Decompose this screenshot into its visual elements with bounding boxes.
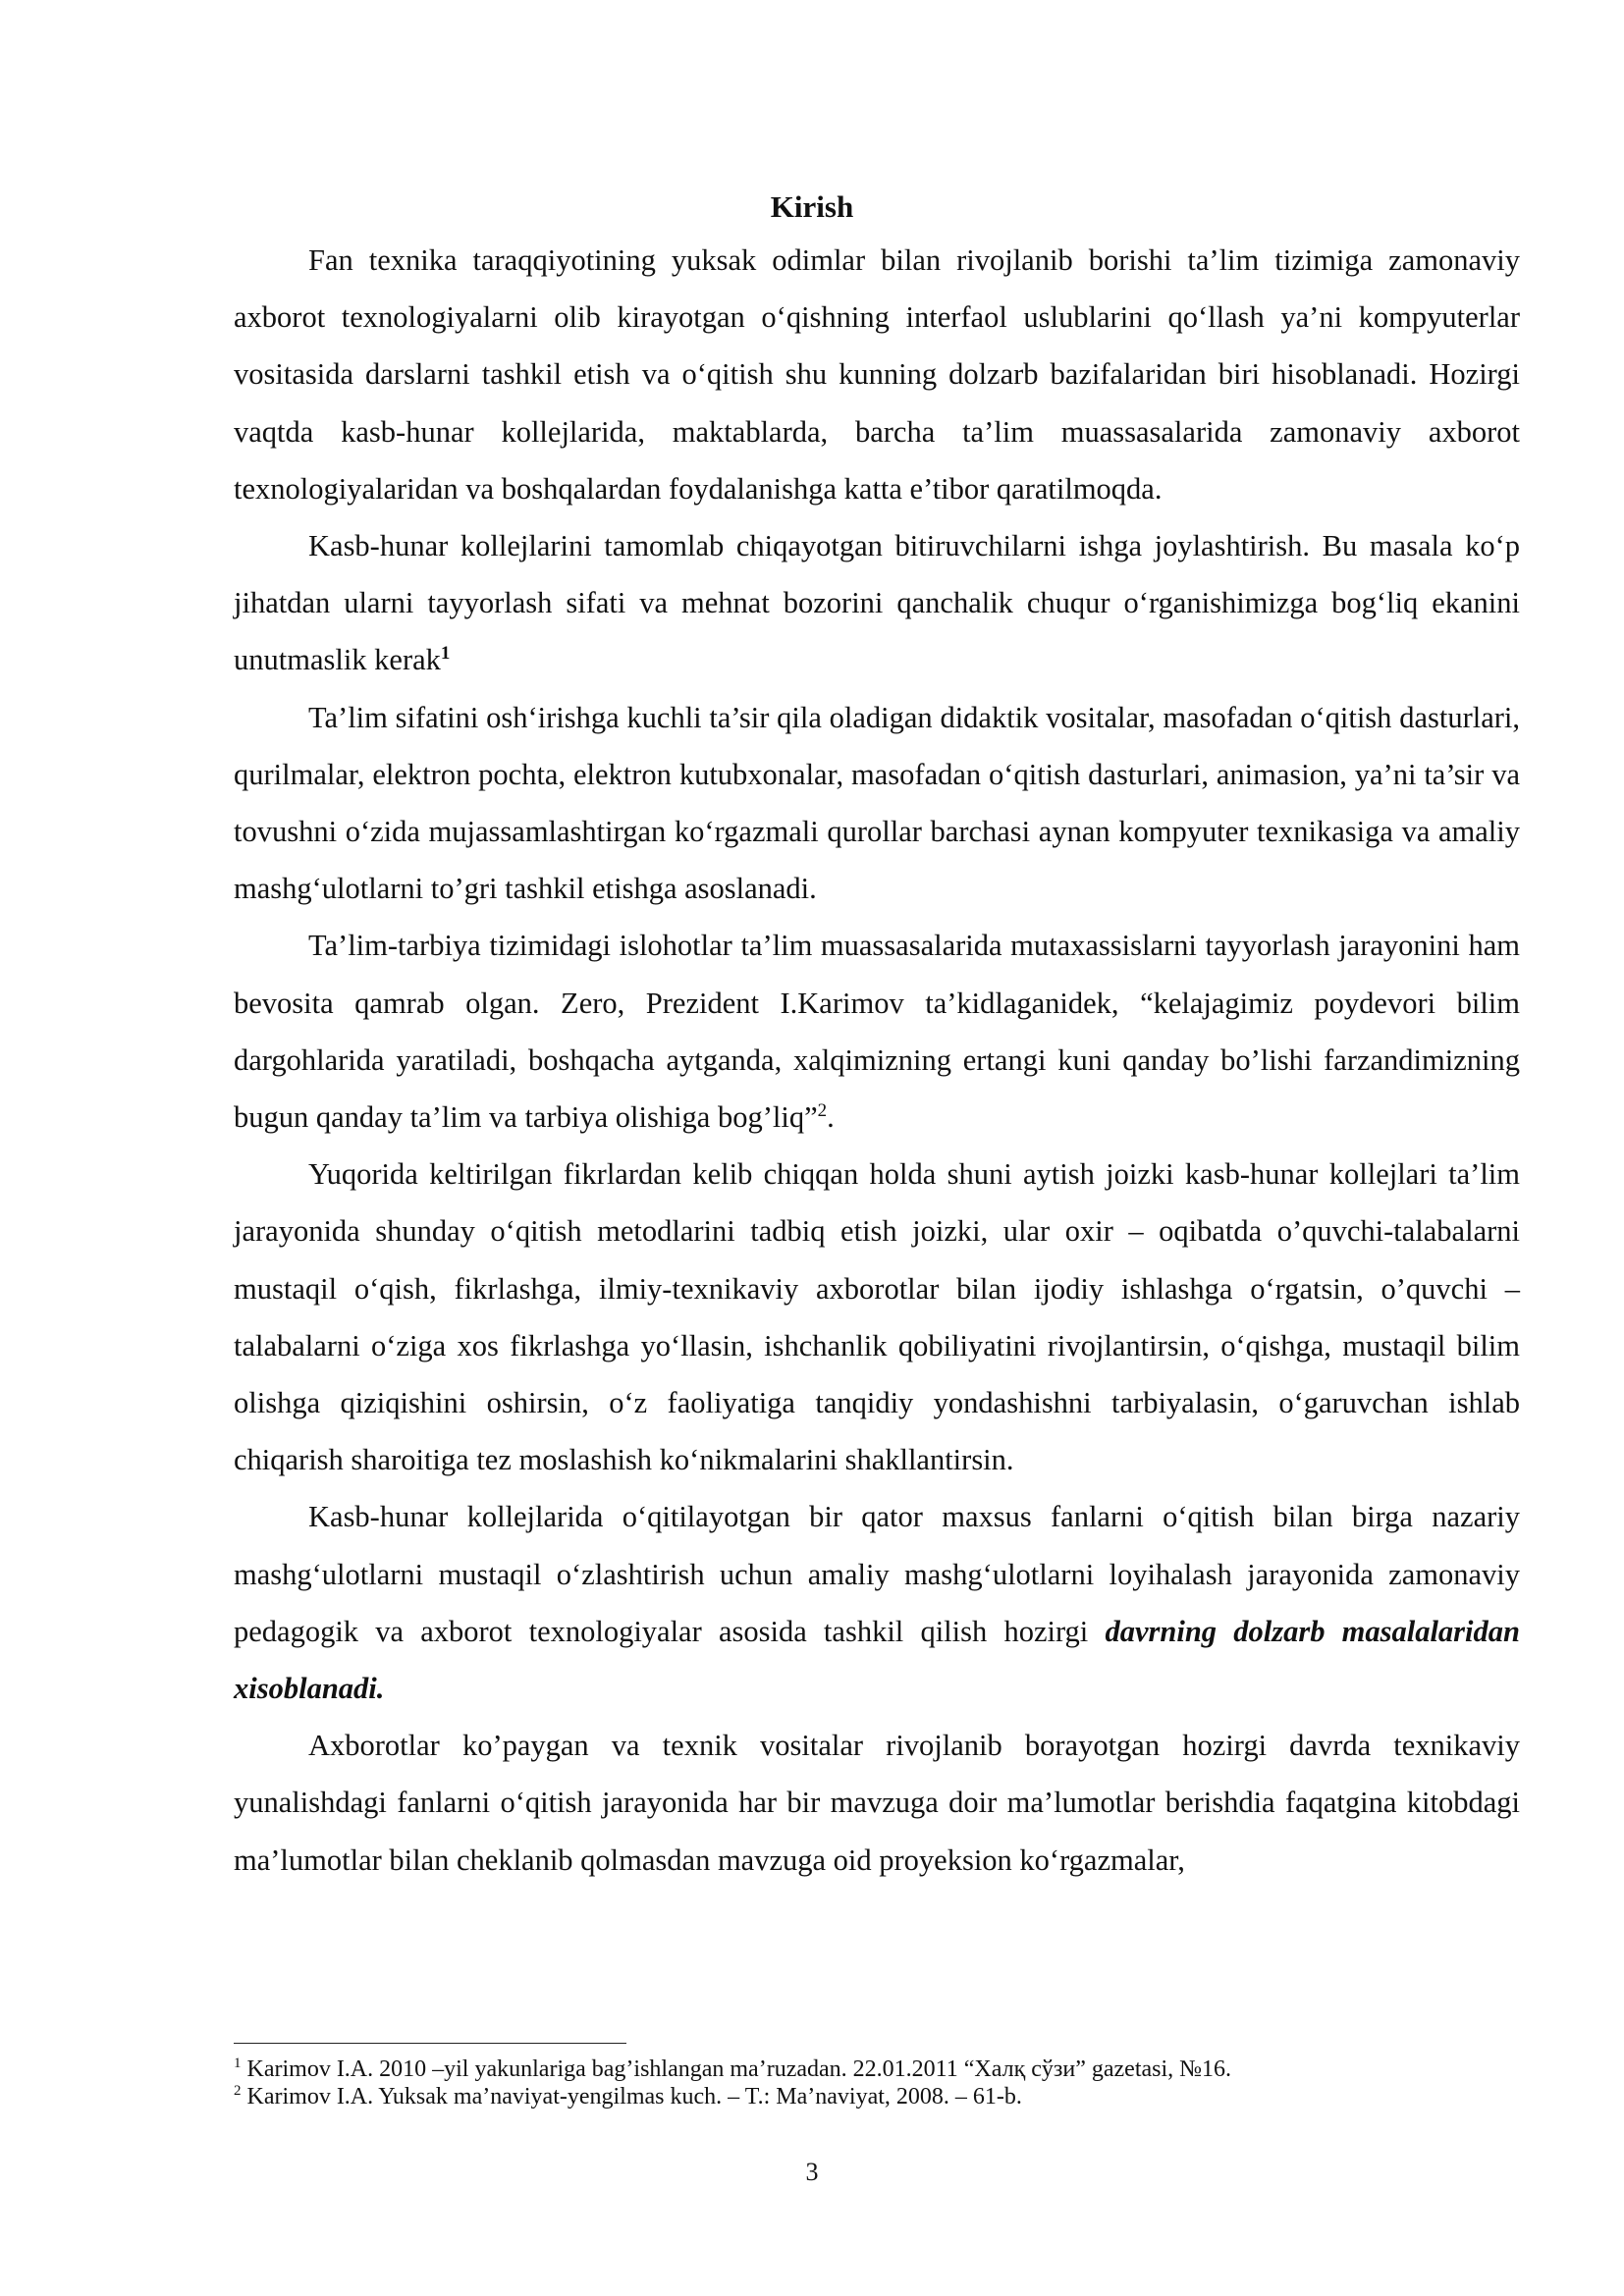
footnote-number: 2	[234, 2083, 242, 2099]
paragraph-6	[234, 1488, 1520, 1717]
paragraph-4	[234, 917, 1520, 1146]
body-text	[234, 232, 1520, 1889]
paragraph-text: Yuqorida keltirilgan fikrlardan kelib chiqqan holda shuni aytish joizki kasb-hunar kollejlari ta’lim jarayonida shunday o‘qitish metodlarini tadbiq etish joizki, ular oxir – oqibatda o’quvchi-talabalarni mustaqil o‘qish, fikrlashga, ilmiy-texnikaviy axborotlar bilan ijodiy ishlashga o‘rgatsin, o’quvchi – talabalarni o‘ziga xos fikrlashga yo‘llasin, ishchanlik qobiliyatini rivojlantirsin, o‘qishga, mustaqil bilim olishga qiziqishini oshirsin, o‘z faoliyatiga tanqidiy yondashishni tarbiyalasin, o‘garuvchan ishlab chiqarish sharoitiga tez moslashish ko‘nikmalarini shakllantirsin.	[234, 1157, 1520, 1477]
paragraph-text: Fan texnika taraqqiyotining yuksak odimlar bilan rivojlanib borishi ta’lim tizimiga zamonaviy axborot texnologiyalarni olib kirayotgan o‘qishning interfaol uslublarini qo‘llash ya’ni kompyuterlar vositasida darslarni tashkil etish va o‘qitish shu kunning dolzarb bazifalaridan biri hisoblanadi. Hozirgi vaqtda kasb-hunar kollejlarida, maktablarda, barcha ta’lim muassasalarida zamonaviy axborot texnologiyalaridan va boshqalardan foydalanishga katta e’tibor qaratilmoqda.	[234, 243, 1520, 506]
paragraph-2	[234, 517, 1520, 689]
footnote-2	[234, 2083, 1520, 2110]
paragraph-text: Kasb-hunar kollejlarini tamomlab chiqayotgan bitiruvchilarni ishga joylashtirish. Bu masala ko‘p jihatdan ularni tayyorlash sifati va mehnat bozorini qanchalik chuqur o‘rganishimizga bog‘liq ekanini unutmaslik kerak	[234, 529, 1520, 677]
footnote-separator	[234, 2043, 626, 2044]
paragraph-1	[234, 232, 1520, 517]
paragraph-7	[234, 1717, 1520, 1889]
paragraph-5	[234, 1146, 1520, 1488]
paragraph-tail: .	[827, 1100, 835, 1135]
footnote-number: 1	[234, 2056, 242, 2071]
footnote-text: Karimov I.A. 2010 –yil yakunlariga bag’ishlangan ma’ruzadan. 22.01.2011 “Халқ сўзи” gazetasi, №16.	[246, 2056, 1232, 2082]
section-heading: Kirish	[770, 189, 854, 224]
footnote-reference-1: 1	[440, 643, 451, 665]
footnotes	[234, 2056, 1520, 2110]
paragraph-text: Kasb-hunar kollejlarida o‘qitilayotgan bir qator maxsus fanlarni o‘qitish bilan birga nazariy mashg‘ulotlarni mustaqil o‘zlashtirish uchun amaliy mashg‘ulotlarni loyihalash jarayonida zamonaviy pedagogik va axborot texnologiyalar asosida tashkil qilish hozirgi	[234, 1500, 1520, 1648]
paragraph-3	[234, 689, 1520, 918]
footnote-reference-2: 2	[817, 1099, 828, 1121]
paragraph-text: Axborotlar ko’paygan va texnik vositalar rivojlanib borayotgan hozirgi davrda texnikaviy yunalishdagi fanlarni o‘qitish jarayonida har bir mavzuga doir ma’lumotlar berishdia faqatgina kitobdagi ma’lumotlar bilan cheklanib qolmasdan mavzuga oid proyeksion ko‘rgazmalar,	[234, 1729, 1520, 1877]
emphasized-text: davrning dolzarb masalalaridan xisoblanadi.	[234, 1614, 1520, 1706]
paragraph-text: Ta’lim sifatini osh‘irishga kuchli ta’sir qila oladigan didaktik vositalar, masofadan o‘qitish dasturlari, qurilmalar, elektron pochta, elektron kutubxonalar, masofadan o‘qitish dasturlari, animasion, ya’ni ta’sir va tovushni o‘zida mujassamlashtirgan ko‘rgazmali qurollar barchasi aynan kompyuter texnikasiga va amaliy mashg‘ulotlarni to’gri tashkil etishga asoslanadi.	[234, 700, 1520, 906]
footnote-1	[234, 2056, 1520, 2083]
footnote-text: Karimov I.A. Yuksak ma’naviyat-yengilmas kuch. – T.: Ma’naviyat, 2008. – 61-b.	[246, 2084, 1022, 2109]
paragraph-text: Ta’lim-tarbiya tizimidagi islohotlar ta’lim muassasalarida mutaxassislarni tayyorlash jarayonini ham bevosita qamrab olgan. Zero, Prezident I.Karimov ta’kidlaganidek, “kelajagimiz poydevori bilim dargohlarida yaratiladi, boshqacha aytganda, xalqimizning ertangi kuni qanday bo’lishi farzandimizning bugun qanday ta’lim va tarbiya olishiga bog’liq”	[234, 929, 1520, 1135]
page-number: 3	[805, 2158, 819, 2186]
